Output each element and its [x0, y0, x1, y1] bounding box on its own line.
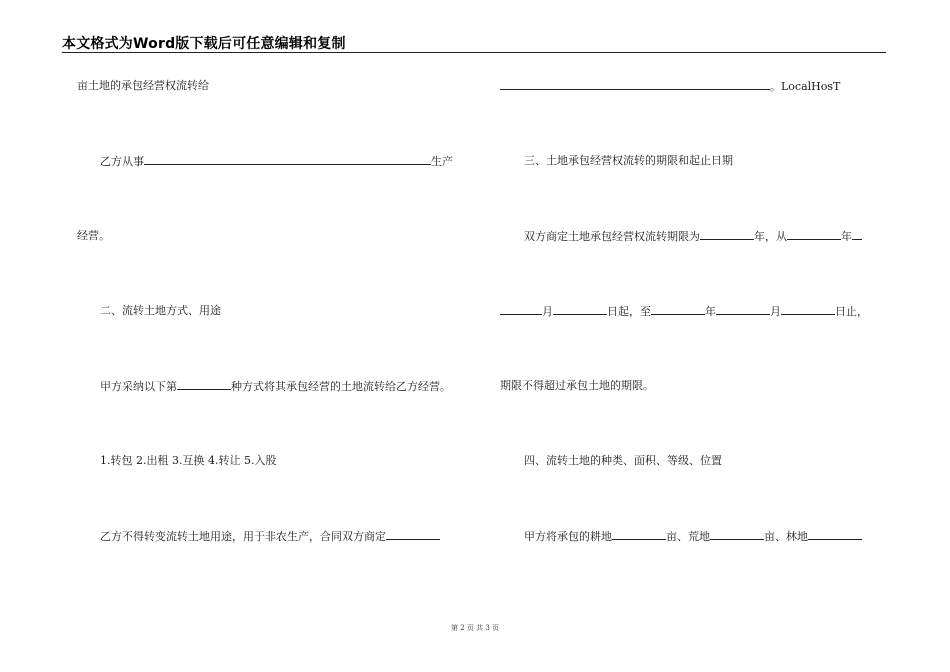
text-segment: 亩、林地	[764, 530, 808, 543]
right-line-3	[524, 229, 862, 244]
text-segment: 乙方不得转变流转土地用途，用于非农生产，合同双方商定	[100, 530, 386, 543]
fill-in-blank[interactable]	[500, 304, 542, 315]
text-segment: 甲方将承包的耕地	[524, 530, 612, 543]
fill-in-blank[interactable]	[852, 229, 862, 240]
fill-in-blank[interactable]	[710, 529, 764, 540]
fill-in-blank[interactable]	[500, 79, 770, 90]
right-line-5	[500, 379, 654, 393]
right-line-7	[524, 529, 862, 544]
section-heading: 二、流转土地方式、用途	[100, 304, 221, 317]
text-segment: 甲方采纳以下第	[100, 380, 177, 393]
fill-in-blank[interactable]	[144, 154, 431, 165]
section-heading: 三、土地承包经营权流转的期限和起止日期	[524, 154, 733, 167]
fill-in-blank[interactable]	[553, 304, 607, 315]
text-segment: 经营。	[77, 229, 110, 242]
text-segment: 期限不得超过承包土地的期限。	[500, 379, 654, 392]
left-line-7	[100, 529, 440, 544]
fill-in-blank[interactable]	[612, 529, 666, 540]
fill-in-blank[interactable]	[781, 304, 835, 315]
left-line-2	[100, 154, 453, 169]
page-header-title: 本文格式为Word版下载后可任意编辑和复制	[62, 36, 346, 52]
fill-in-blank[interactable]	[177, 379, 231, 390]
header-divider	[62, 52, 886, 53]
text-segment: 生产	[431, 155, 453, 168]
left-line-6	[100, 454, 276, 468]
text-segment: 种方式将其承包经营的土地流转给乙方经营。	[231, 380, 451, 393]
text-segment: 年	[841, 230, 852, 243]
text-segment: 。LocalHosT	[770, 80, 841, 93]
text-segment: 年，从	[754, 230, 787, 243]
fill-in-blank[interactable]	[808, 529, 862, 540]
right-line-6	[524, 454, 722, 468]
text-segment: 月	[542, 305, 553, 318]
fill-in-blank[interactable]	[651, 304, 705, 315]
left-line-1	[77, 79, 209, 93]
text-segment: 乙方从事	[100, 155, 144, 168]
left-line-3	[77, 229, 110, 243]
right-line-1	[500, 79, 840, 94]
text-segment: 年	[705, 305, 716, 318]
section-heading: 四、流转土地的种类、面积、等级、位置	[524, 454, 722, 467]
fill-in-blank[interactable]	[787, 229, 841, 240]
right-line-4	[500, 304, 868, 319]
text-segment: 日起，至	[607, 305, 651, 318]
text-segment: 亩、荒地	[666, 530, 710, 543]
text-segment: 双方商定土地承包经营权流转期限为	[524, 230, 700, 243]
left-line-4	[100, 304, 221, 318]
text-segment: 月	[770, 305, 781, 318]
fill-in-blank[interactable]	[386, 529, 440, 540]
right-line-2	[524, 154, 733, 168]
text-segment: 亩土地的承包经营权流转给	[77, 79, 209, 92]
text-segment: 日止，	[835, 305, 868, 318]
left-line-5	[100, 379, 451, 394]
options-list: 1.转包 2.出租 3.互换 4.转让 5.入股	[100, 454, 277, 467]
fill-in-blank[interactable]	[716, 304, 770, 315]
fill-in-blank[interactable]	[700, 229, 754, 240]
page-number-footer: 第 2 页 共 3 页	[450, 624, 500, 632]
